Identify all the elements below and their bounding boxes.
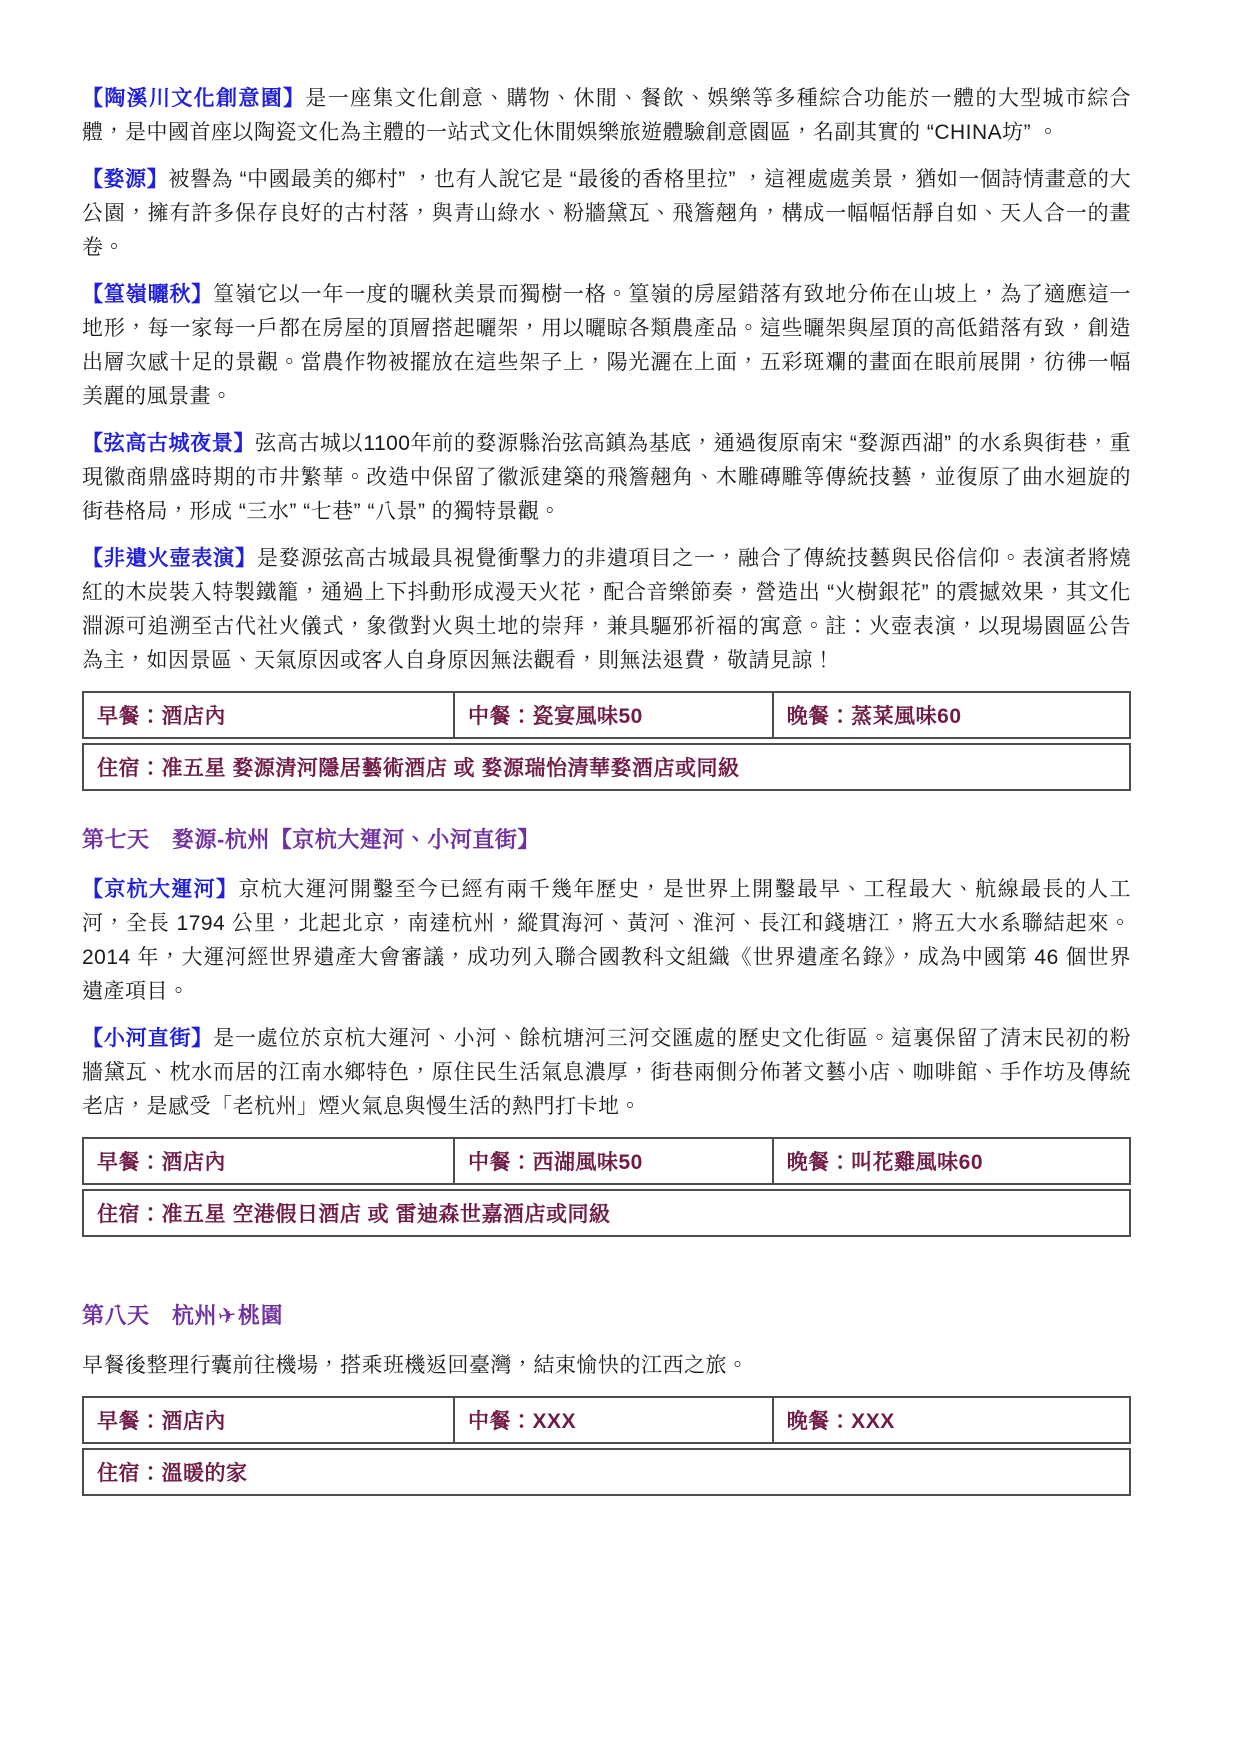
attraction-paragraph-huangling [82, 278, 1131, 414]
meal-table-day7 [82, 1137, 1131, 1237]
hotel-cell: 住宿：溫暖的家 [82, 1448, 1131, 1496]
attraction-tag: 【婺源】 [82, 168, 169, 191]
day8-heading [82, 1301, 1131, 1331]
day8-description: 早餐後整理行囊前往機場，搭乘班機返回臺灣，結束愉快的江西之旅。 [82, 1354, 749, 1377]
dinner-cell: 晚餐：蒸菜風味60 [786, 705, 962, 728]
meal-row [82, 1396, 1131, 1444]
attraction-paragraph-xiangao-nightview [82, 427, 1131, 529]
breakfast-cell: 早餐：酒店內 [84, 1398, 455, 1442]
dinner-cell: 晚餐：XXX [786, 1410, 895, 1433]
attraction-tag: 【陶溪川文化創意園】 [82, 87, 306, 110]
day8-heading-prefix: 第八天 杭州 [82, 1303, 218, 1328]
airplane-icon: ✈ [216, 1301, 239, 1330]
attraction-paragraph-xiaohe-street [82, 1022, 1131, 1124]
attraction-body: 是婺源弦高古城最具視覺衝擊力的非遺項目之一，融合了傳統技藝與民俗信仰。表演者將燒紅的木炭裝入特製鐵籠，通過上下抖動形成漫天火花，配合音樂節奏，營造出 “火樹銀花” 的震撼效果，其文化淵源可追溯至古代社火儀式，象徵對火與土地的崇拜，兼具驅邪祈福的寓意。註：火壺表演，以現場園區公告為主，如因景區、天氣原因或客人自身原因無法觀看，則無法退費，敬請見諒！ [82, 547, 1132, 672]
day8-heading-suffix: 桃園 [237, 1303, 283, 1328]
lunch-cell: 中餐：XXX [455, 1398, 774, 1442]
meal-row [82, 1137, 1131, 1185]
attraction-body: 被譽為 “中國最美的鄉村” ，也有人說它是 “最後的香格里拉” ，這裡處處美景，猶如一個詩情畫意的大公園，擁有許多保存良好的古村落，與青山綠水、粉牆黛瓦、飛簷翹角，構成一幅幅恬靜自如、天人合一的畫卷。 [82, 168, 1132, 259]
meal-table-day8 [82, 1396, 1131, 1496]
meal-table-day6 [82, 691, 1131, 791]
attraction-tag: 【篁嶺曬秋】 [82, 283, 214, 306]
attraction-paragraph-firepot-show [82, 542, 1131, 678]
attraction-tag: 【京杭大運河】 [82, 878, 239, 901]
attraction-paragraph-taoxichuan [82, 82, 1131, 150]
attraction-body: 弦高古城以1100年前的婺源縣治弦高鎮為基底，通過復原南宋 “婺源西湖” 的水系與街巷，重現徽商鼎盛時期的市井繁華。改造中保留了徽派建築的飛簷翹角、木雕磚雕等傳統技藝，並復原了曲水迴旋的街巷格局，形成 “三水” “七巷” “八景” 的獨特景觀。 [82, 432, 1132, 523]
attraction-body: 篁嶺它以一年一度的曬秋美景而獨樹一格。篁嶺的房屋錯落有致地分佈在山坡上，為了適應這一地形，每一家每一戶都在房屋的頂層搭起曬架，用以曬晾各類農產品。這些曬架與屋頂的高低錯落有致，創造出層次感十足的景觀。當農作物被擺放在這些架子上，陽光灑在上面，五彩斑斕的畫面在眼前展開，彷彿一幅美麗的風景畫。 [82, 283, 1131, 408]
lunch-cell: 中餐：瓷宴風味50 [455, 693, 774, 737]
dinner-cell: 晚餐：叫花雞風味60 [786, 1151, 984, 1174]
attraction-paragraph-grand-canal [82, 873, 1131, 1009]
breakfast-cell: 早餐：酒店內 [84, 693, 455, 737]
breakfast-cell: 早餐：酒店內 [84, 1139, 455, 1183]
attraction-body: 京杭大運河開鑿至今已經有兩千幾年歷史，是世界上開鑿最早、工程最大、航線最長的人工河，全長 1794 公里，北起北京，南達杭州，縱貫海河、黃河、淮河、長江和錢塘江，將五大水系聯結起來。2014 年，大運河經世界遺產大會審議，成功列入聯合國教科文組織《世界遺產名錄》，成為中國第 46 個世界遺產項目。 [82, 878, 1131, 1003]
attraction-tag: 【非遺火壺表演】 [82, 547, 257, 570]
day7-heading: 第七天 婺源-杭州【京杭大運河、小河直街】 [82, 827, 540, 852]
attraction-body: 是一處位於京杭大運河、小河、餘杭塘河三河交匯處的歷史文化街區。這裏保留了清末民初的粉牆黛瓦、枕水而居的江南水鄉特色，原住民生活氣息濃厚，街巷兩側分佈著文藝小店、咖啡館、手作坊及傳統老店，是感受「老杭州」煙火氣息與慢生活的熱門打卡地。 [82, 1027, 1131, 1118]
hotel-cell: 住宿：准五星 空港假日酒店 或 雷迪森世嘉酒店或同級 [82, 1189, 1131, 1237]
hotel-cell: 住宿：准五星 婺源清河隱居藝術酒店 或 婺源瑞怡清華婺酒店或同級 [82, 743, 1131, 791]
attraction-paragraph-wuyuan [82, 163, 1131, 265]
meal-row [82, 691, 1131, 739]
lunch-cell: 中餐：西湖風味50 [455, 1139, 774, 1183]
attraction-body: 是一座集文化創意、購物、休閒、餐飲、娛樂等多種綜合功能於一體的大型城市綜合體，是中國首座以陶瓷文化為主體的一站式文化休閒娛樂旅遊體驗創意園區，名副其實的 “CHINA坊” 。 [82, 87, 1132, 144]
attraction-tag: 【弦高古城夜景】 [82, 432, 256, 455]
attraction-tag: 【小河直街】 [82, 1027, 214, 1050]
